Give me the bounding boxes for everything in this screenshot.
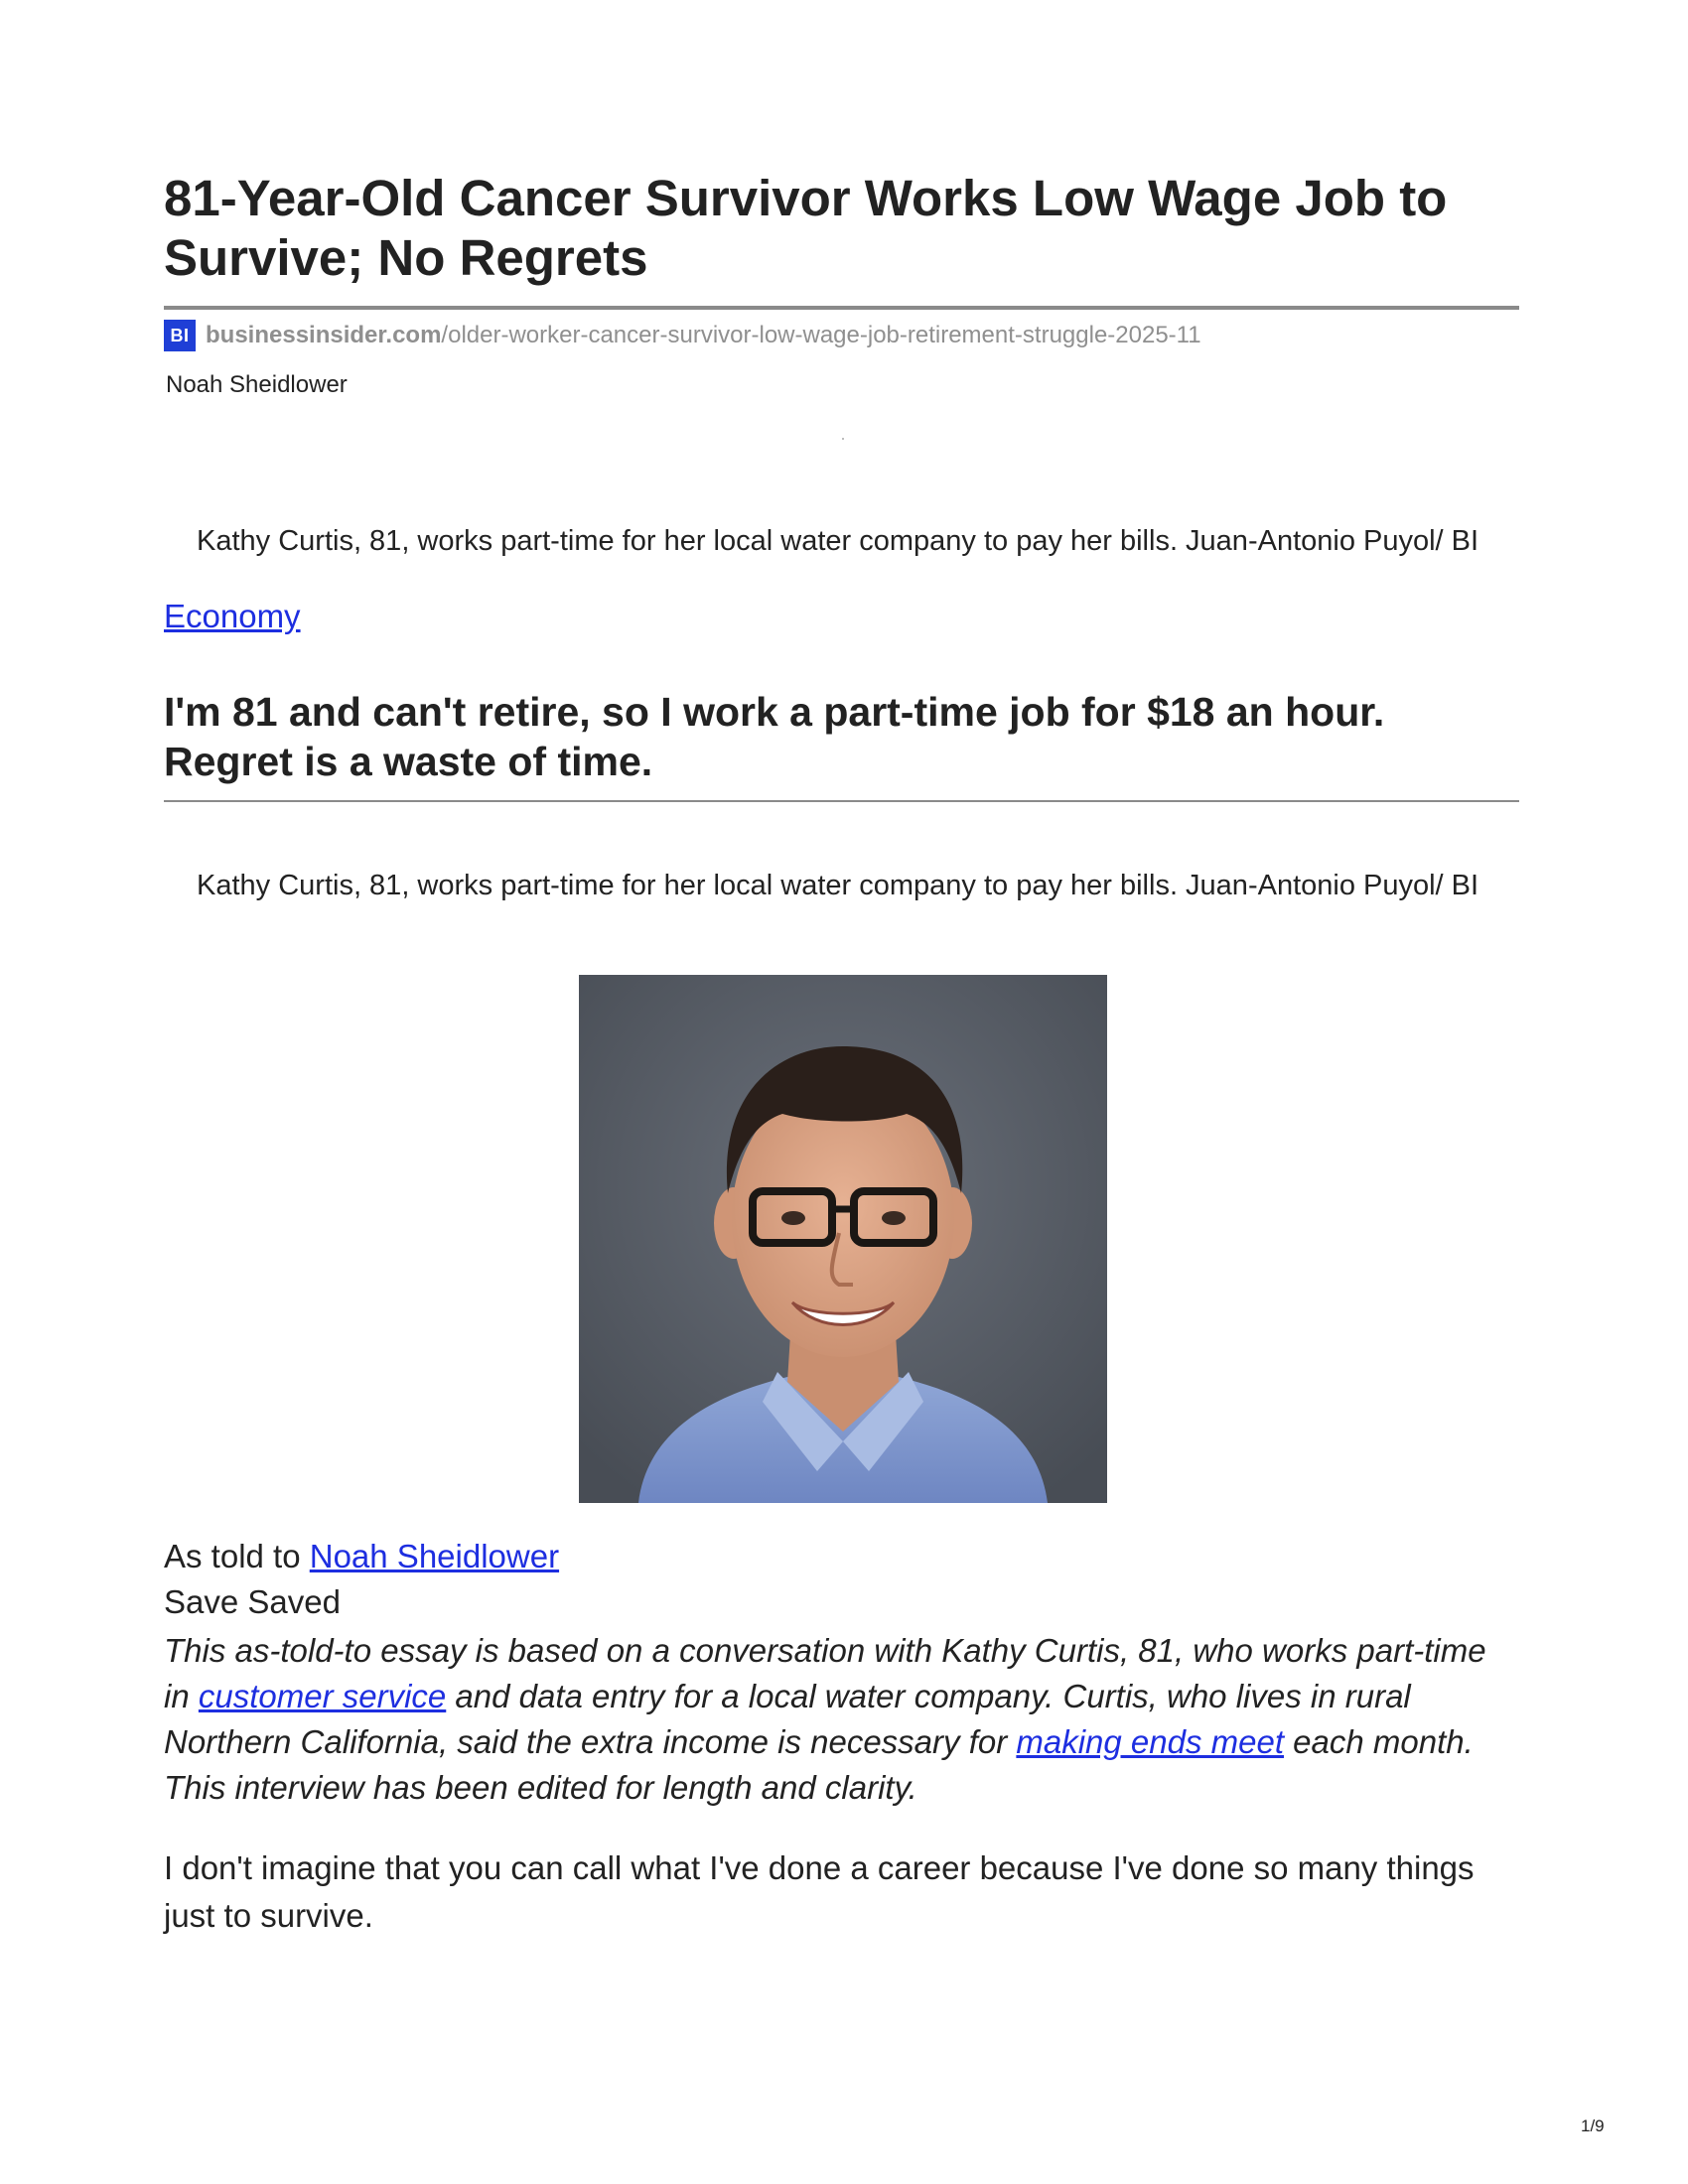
page-number: 1/9 bbox=[1581, 2116, 1605, 2135]
save-button[interactable]: Save bbox=[164, 1583, 239, 1620]
article-title: 81-Year-Old Cancer Survivor Works Low Wage Job to Survive; No Regrets bbox=[164, 170, 1448, 286]
intro-text-3: each month. This interview has been edited for length and clarity. bbox=[164, 1723, 1474, 1806]
customer-service-link[interactable]: customer service bbox=[198, 1678, 447, 1714]
source-domain[interactable]: businessinsider.com bbox=[206, 322, 442, 348]
body-paragraph: I don't imagine that you can call what I've done a career because I've done so many things just to survive. bbox=[164, 1849, 1475, 1934]
byline-author: Noah Sheidlower bbox=[166, 371, 348, 398]
business-insider-logo-icon: BI bbox=[164, 320, 196, 351]
making-ends-meet-link[interactable]: making ends meet bbox=[1016, 1723, 1285, 1760]
title-divider bbox=[164, 306, 1519, 310]
source-path[interactable]: /older-worker-cancer-survivor-low-wage-job-retirement-struggle-2025-11 bbox=[441, 322, 1201, 348]
author-link[interactable]: Noah Sheidlower bbox=[309, 1538, 560, 1574]
as-told-prefix: As told to bbox=[164, 1538, 310, 1574]
intro-text-2: and data entry for a local water company. Curtis, who lives in rural Northern California, said the extra income is necessary for bbox=[164, 1678, 1411, 1760]
intro-text-1: This as-told-to essay is based on a conversation with Kathy Curtis, 81, who works part-time in bbox=[164, 1632, 1486, 1714]
author-headshot-image bbox=[579, 975, 1107, 1503]
image-placeholder-dot bbox=[842, 438, 844, 440]
photo-caption: Kathy Curtis, 81, works part-time for her local water company to pay her bills. Juan-Antonio Puyol/ BI bbox=[197, 525, 1479, 557]
saved-button[interactable]: Saved bbox=[247, 1583, 341, 1620]
source-line[interactable] bbox=[164, 320, 1201, 351]
as-told-to-line bbox=[164, 1537, 559, 1576]
article-headline: I'm 81 and can't retire, so I work a part-time job for $18 an hour. Regret is a waste of time. bbox=[164, 689, 1385, 784]
category-link-economy[interactable]: Economy bbox=[164, 598, 301, 634]
save-controls bbox=[164, 1582, 341, 1622]
photo-caption-repeat: Kathy Curtis, 81, works part-time for her local water company to pay her bills. Juan-Antonio Puyol/ BI bbox=[197, 870, 1479, 901]
headline-divider bbox=[164, 800, 1519, 802]
intro-paragraph bbox=[164, 1628, 1519, 1811]
